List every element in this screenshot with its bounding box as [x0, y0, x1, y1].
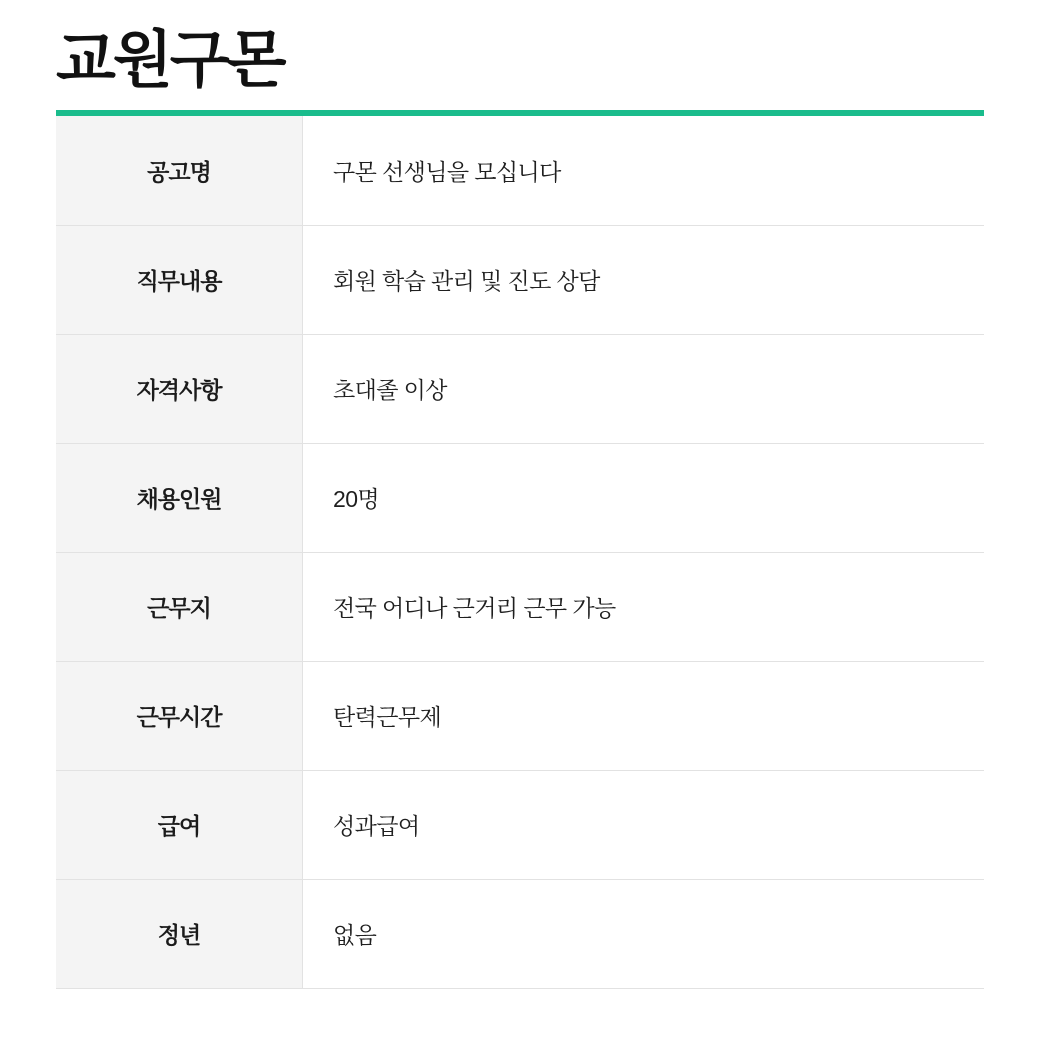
table-body	[56, 116, 984, 988]
row-label-work-hours: 근무시간	[56, 661, 303, 770]
row-label-work-location: 근무지	[56, 552, 303, 661]
table-row	[56, 552, 984, 661]
row-label-qualifications: 자격사항	[56, 334, 303, 443]
row-value-retirement-age: 없음	[303, 879, 985, 988]
row-value-headcount: 20명	[303, 443, 985, 552]
table-row	[56, 770, 984, 879]
table-row	[56, 334, 984, 443]
row-value-salary: 성과급여	[303, 770, 985, 879]
row-label-notice-title: 공고명	[56, 116, 303, 225]
table-row	[56, 661, 984, 770]
table-row	[56, 443, 984, 552]
recruitment-info-table	[56, 116, 984, 989]
table-row	[56, 116, 984, 225]
row-label-retirement-age: 정년	[56, 879, 303, 988]
row-value-work-hours: 탄력근무제	[303, 661, 985, 770]
page-title: 교원구몬	[56, 26, 284, 95]
row-value-job-duties: 회원 학습 관리 및 진도 상담	[303, 225, 985, 334]
table-row	[56, 225, 984, 334]
row-value-work-location: 전국 어디나 근거리 근무 가능	[303, 552, 985, 661]
row-value-notice-title: 구몬 선생님을 모십니다	[303, 116, 985, 225]
row-label-job-duties: 직무내용	[56, 225, 303, 334]
row-value-qualifications: 초대졸 이상	[303, 334, 985, 443]
row-label-salary: 급여	[56, 770, 303, 879]
table-row	[56, 879, 984, 988]
row-label-headcount: 채용인원	[56, 443, 303, 552]
